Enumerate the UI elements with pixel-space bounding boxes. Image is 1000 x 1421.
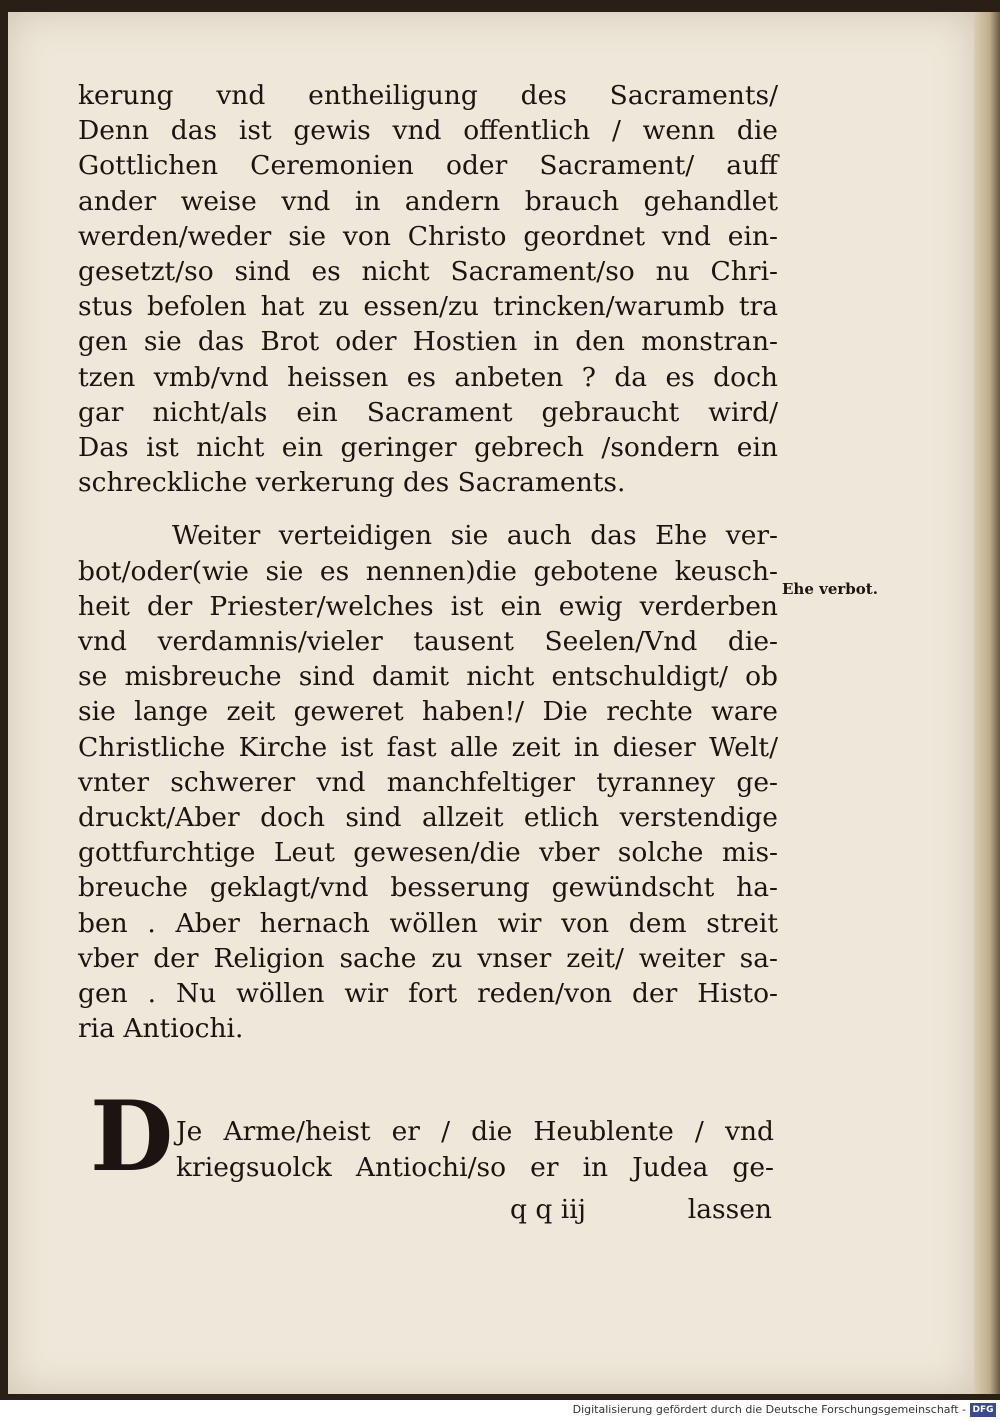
text-line: ander weise vnd in andern brauch gehandlet [78,185,778,217]
text-line: gottfurchtige Leut gewesen/die vber solche mis- [78,837,778,869]
text-line: se misbreuche sind damit nicht entschuldigt/ ob [78,661,778,693]
marginal-note: Ehe verbot. [782,580,878,598]
text-line: druckt/Aber doch sind allzeit etlich verstendige [78,802,778,834]
signature-mark: q q iij [510,1194,586,1225]
text-line: schreckliche verkerung des Sacraments. [78,467,626,499]
text-line: gen sie das Brot oder Hostien in den monstran- [78,326,778,358]
text-line: Gottlichen Ceremonien oder Sacrament/ auff [78,150,778,182]
paragraph-2 [78,518,778,1046]
text-line: sie lange zeit geweret haben!/ Die rechte ware [78,696,778,728]
footer-bar [0,1400,1000,1421]
text-line: vnd verdamnis/vieler tausent Seelen/Vnd die- [78,626,778,658]
text-line: Weiter verteidigen sie auch das Ehe ver- [172,520,778,552]
text-line: Denn das ist gewis vnd offentlich / wenn die [78,115,778,147]
signature-line [510,1192,772,1228]
text-line: vber der Religion sache zu vnser zeit/ weiter sa- [78,942,778,974]
text-line: kerung vnd entheiligung des Sacraments/ [78,80,778,111]
text-line: ben . Aber hernach wöllen wir von dem streit [78,907,778,939]
dfg-logo-icon: DFG [970,1403,996,1417]
text-line: gesetzt/so sind es nicht Sacrament/so nu Chri- [78,256,778,288]
text-line: werden/weder sie von Christo geordnet vnd ein- [78,220,778,252]
text-line: tzen vmb/vnd heissen es anbeten ? da es doch [78,361,778,393]
text-line: Das ist nicht ein geringer gebrech /sondern ein [78,432,778,464]
text-line: breuche geklagt/vnd besserung gewündscht ha- [78,872,778,904]
text-line: Je Arme/heist er / die Heublente / vnd [176,1116,774,1147]
text-line: kriegsuolck Antiochi/so er in Judea ge- [176,1152,774,1183]
text-line: gar nicht/als ein Sacrament gebraucht wird/ [78,396,778,428]
paragraph-3 [176,1114,774,1186]
text-line: vnter schwerer vnd manchfeltiger tyranney ge- [78,766,778,798]
text-line: bot/oder(wie sie es nennen)die gebotene keusch- [78,555,778,587]
text-line: Christliche Kirche ist fast alle zeit in dieser Welt/ [78,731,778,763]
text-line: stus befolen hat zu essen/zu trincken/warumb tra [78,291,778,323]
footer-credit: Digitalisierung gefördert durch die Deutsche Forschungsgemeinschaft - [572,1403,966,1416]
page-edge [974,12,1000,1394]
catchword: lassen [687,1194,772,1225]
body-text [78,78,778,1046]
text-line: ria Antiochi. [78,1013,244,1045]
drop-cap-initial: D [90,1080,174,1193]
text-line: heit der Priester/welches ist ein ewig verderben [78,590,778,622]
text-line: gen . Nu wöllen wir fort reden/von der Histo- [78,978,778,1010]
paragraph-1 [78,78,778,500]
